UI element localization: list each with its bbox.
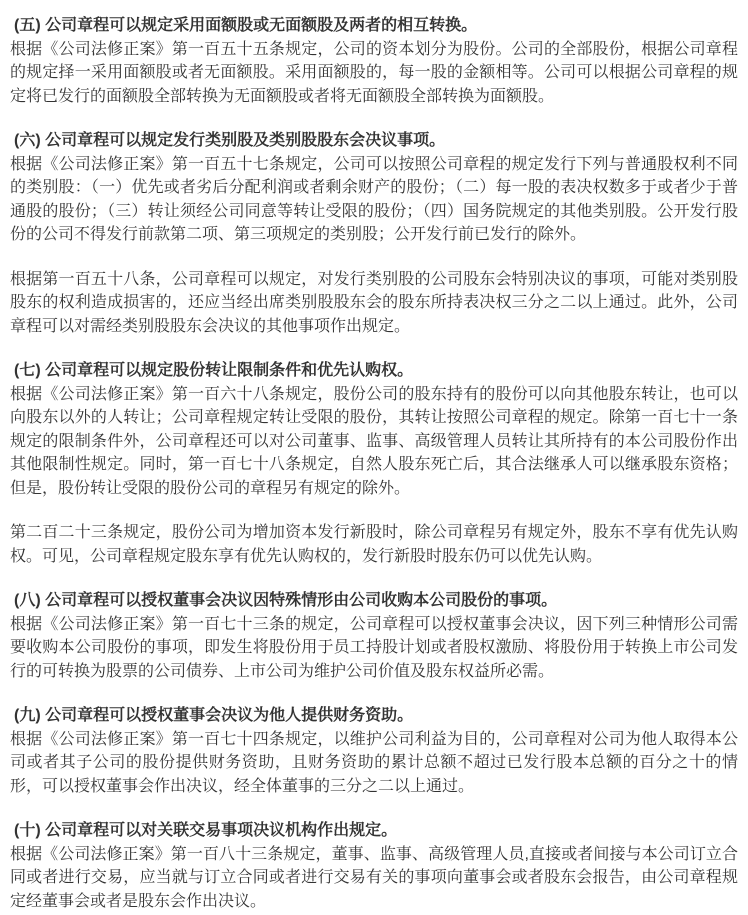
section-heading: (六) 公司章程可以规定发行类别股及类别股股东会决议事项。: [14, 132, 446, 149]
section-paragraph: 根据《公司法修正案》第一百七十四条规定，以维护公司利益为目的，公司章程对公司为他人取得本公司或者其子公司的股份提供财务资助，且财务资助的累计总额不超过已发行股本总额的百分之十的情形，可以授权董事会作出决议，经全体董事的三分之二以上通过。: [10, 730, 738, 795]
section-paragraph: 根据第一百五十八条，公司章程可以规定，对发行类别股的公司股东会特别决议的事项，可能对类别股股东的权利造成损害的，还应当经出席类别股股东会的股东所持表决权三分之二以上通过。此外，公司章程可以对需经类别股股东会决议的其他事项作出规定。: [10, 270, 738, 335]
section-heading: (十) 公司章程可以对关联交易事项决议机构作出规定。: [14, 822, 398, 839]
section-paragraph: 根据《公司法修正案》第一百六十八条规定，股份公司的股东持有的股份可以向其他股东转让，也可以向股东以外的人转让；公司章程规定转让受限的股份，其转让按照公司章程的规定。除第一百七十一条规定的限制条件外，公司章程还可以对公司董事、监事、高级管理人员转让其所持有的本公司股份作出其他限制性规定。同时，第一百七十八条规定，自然人股东死亡后，其合法继承人可以继承股东资格；但是，股份转让受限的股份公司的章程另有规定的除外。: [10, 385, 738, 497]
section-6: [10, 129, 738, 338]
section-5: [10, 14, 738, 108]
section-heading: (八) 公司章程可以授权董事会决议因特殊情形由公司收购本公司股份的事项。: [14, 592, 558, 609]
section-paragraph: 根据《公司法修正案》第一百八十三条规定，董事、监事、高级管理人员,直接或者间接与本公司订立合同或者进行交易，应当就与订立合同或者进行交易有关的事项向董事会或者股东会报告，由公司章程规定经董事会或者是股东会作出决议。: [10, 845, 738, 910]
section-7: [10, 359, 738, 568]
section-heading: (七) 公司章程可以规定股份转让限制条件和优先认购权。: [14, 362, 414, 379]
section-9: [10, 704, 738, 798]
section-paragraph: 第二百二十三条规定，股份公司为增加资本发行新股时，除公司章程另有规定外，股东不享有优先认购权。可见，公司章程规定股东享有优先认购权的，发行新股时股东仍可以优先认购。: [10, 524, 738, 565]
section-heading: (九) 公司章程可以授权董事会决议为他人提供财务资助。: [14, 707, 414, 724]
section-8: [10, 589, 738, 683]
section-heading: (五) 公司章程可以规定采用面额股或无面额股及两者的相互转换。: [14, 17, 478, 34]
section-paragraph: 根据《公司法修正案》第一百五十七条规定，公司可以按照公司章程的规定发行下列与普通股权利不同的类别股：（一）优先或者劣后分配利润或者剩余财产的股份；（二）每一股的表决权数多于或者少于普通股的股份；（三）转让须经公司同意等转让受限的股份；（四）国务院规定的其他类别股。公开发行股份的公司不得发行前款第二项、第三项规定的类别股；公开发行前已发行的除外。: [10, 155, 738, 243]
section-paragraph: 根据《公司法修正案》第一百五十五条规定，公司的资本划分为股份。公司的全部股份，根据公司章程的规定择一采用面额股或者无面额股。采用面额股的，每一股的金额相等。公司可以根据公司章程的规定将已发行的面额股全部转换为无面额股或者将无面额股全部转换为面额股。: [10, 40, 738, 105]
section-paragraph: 根据《公司法修正案》第一百七十三条的规定，公司章程可以授权董事会决议，因下列三种情形公司需要收购本公司股份的事项，即发生将股份用于员工持股计划或者股权激励、将股份用于转换上市公司发行的可转换为股票的公司债券、上市公司为维护公司价值及股东权益所必需。: [10, 615, 738, 680]
section-10: [10, 819, 738, 913]
